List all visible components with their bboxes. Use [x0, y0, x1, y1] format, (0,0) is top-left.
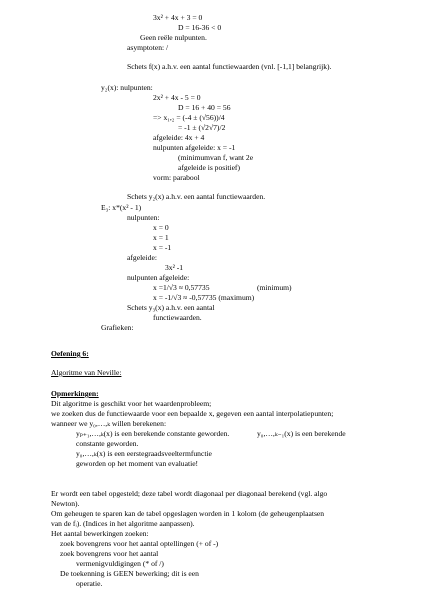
text-line: operatie.	[76, 579, 103, 588]
text-line: functiewaarden.	[153, 313, 202, 322]
text-line: constante geworden.	[76, 439, 139, 448]
text-line: yₚ₊₁,…,ₖ(x) is een berekende constante geworden.	[76, 429, 230, 438]
text-line: y₀,…,ₖ(x) is een eerstegraadsveeltermfunctie	[76, 449, 212, 458]
text-line: Om geheugen te sparen kan de tabel opgeslagen worden in 1 kolom (de geheugenplaatsen	[51, 509, 325, 518]
text-line: 3x² -1	[165, 263, 184, 272]
text-line: afgeleide is positief)	[178, 163, 240, 172]
text-line: x = 0	[153, 223, 169, 232]
text-line: vorm: parabool	[153, 173, 200, 182]
subheading: Opmerkingen:	[51, 389, 99, 398]
text-line: nulpunten afgeleide:	[127, 273, 190, 282]
text-line: afgeleide: 4x + 4	[153, 133, 205, 142]
text-line: x = 1	[153, 233, 169, 242]
text-line: (minimumvan f, want 2e	[178, 153, 254, 162]
text-line: y₀,…,ₖ₋₁(x) is een berekende	[257, 429, 346, 438]
text-line: Geen reële nulpunten.	[140, 33, 207, 42]
text-line: Schets f(x) a.h.v. een aantal functiewaarden (vnl. [-1,1] belangrijk).	[127, 62, 332, 71]
text-line: x =1/√3 ≈ 0,57735	[153, 283, 210, 292]
text-line: nulpunten afgeleide: x = -1	[153, 143, 236, 152]
text-line: nulpunten:	[127, 213, 160, 222]
section-heading: Oefening 6:	[51, 349, 89, 358]
text-line: y₂(x): nulpunten:	[101, 83, 153, 92]
text-line: afgeleide:	[127, 253, 157, 262]
text-line: => x₁,₂ = (-4 ± (√56))/4	[153, 113, 225, 122]
text-line: zoek bovengrens voor het aantal optellingen (+ of -)	[60, 539, 219, 548]
text-line: Newton).	[51, 499, 80, 508]
text-line: asymptoten: /	[127, 43, 169, 52]
text-line: 3x² + 4x + 3 = 0	[153, 13, 203, 22]
text-line: Er wordt een tabel opgesteld; deze tabel wordt diagonaal per diagonaal berekend (vgl. algo	[51, 489, 328, 498]
text-line: E₃: x*(x² - 1)	[101, 203, 142, 212]
text-line: vermenigvuldigingen (* of /)	[76, 559, 164, 568]
subheading: Algoritme van Neville:	[51, 368, 122, 377]
text-line: we zoeken dus de functiewaarde voor een bepaalde x, gegeven een aantal interpolatiepunten;	[51, 409, 334, 418]
text-line: (minimum)	[257, 283, 292, 292]
text-line: Schets y₂(x) a.h.v. een aantal functiewaarden.	[127, 192, 266, 201]
text-line: Dit algoritme is geschikt voor het waardenprobleem;	[51, 399, 212, 408]
text-line: Schets y₃(x) a.h.v. een aantal	[127, 303, 215, 312]
text-line: D = 16 + 40 = 56	[178, 103, 231, 112]
text-line: x = -1/√3 ≈ -0,57735 (maximum)	[153, 293, 255, 302]
text-line: geworden op het moment van evaluatie!	[76, 459, 199, 468]
text-line: D = 16-36 < 0	[178, 23, 222, 32]
text-line: x = -1	[153, 243, 172, 252]
text-line: = -1 ± (√2√7)/2	[178, 123, 226, 132]
text-line: Grafieken:	[101, 323, 134, 332]
text-line: wanneer we y₀,…,ₖ willen berekenen:	[51, 419, 167, 428]
text-line: van de fᵢ). (Indices in het algoritme aanpassen).	[51, 519, 195, 528]
text-line: zoek bovengrens voor het aantal	[60, 549, 159, 558]
text-line: 2x² + 4x - 5 = 0	[153, 93, 201, 102]
text-line: Het aantal bewerkingen zoeken:	[51, 529, 149, 538]
text-line: De toekenning is GEEN bewerking; dit is een	[60, 569, 199, 578]
